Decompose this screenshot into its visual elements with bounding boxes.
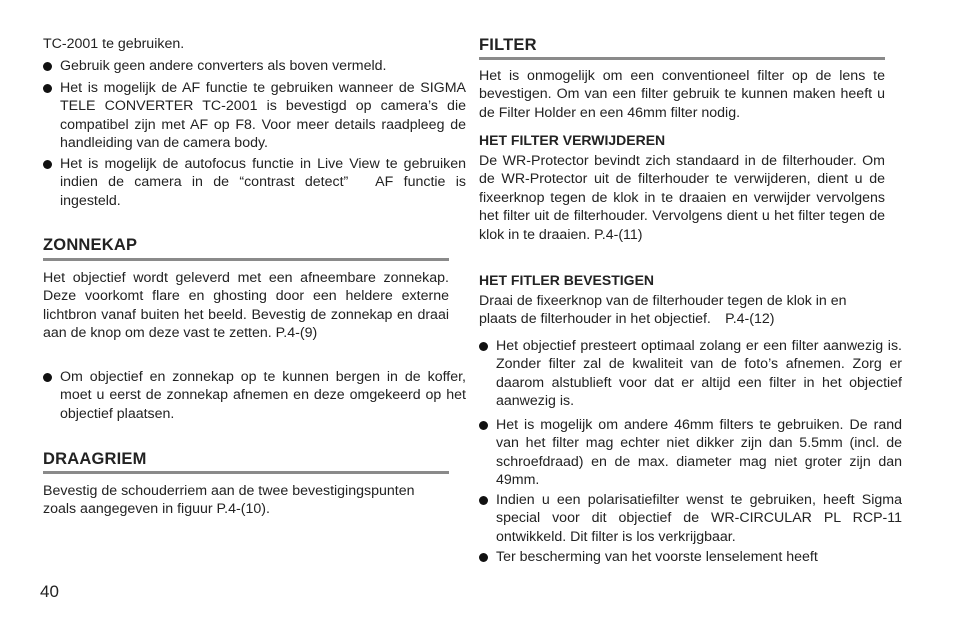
section-divider	[479, 57, 885, 60]
subheading-attach-filter: HET FITLER BEVESTIGEN	[479, 272, 655, 288]
bullet-icon	[479, 342, 488, 351]
bullet-icon	[479, 421, 488, 430]
list-item: Het is mogelijk om andere 46mm filters te gebruiken. De rand van het filter mag echter niet dikker zijn dan 5.5mm (incl. de schroefdraad) en de max. diameter mag niet groter zijn dan 49mm.	[479, 416, 902, 490]
list-item: Om objectief en zonnekap op te kunnen bergen in de koffer, moet u eerst de zonnekap afnemen en deze omgekeerd op het objectief plaatsen.	[43, 368, 466, 423]
subheading-remove-filter: HET FILTER VERWIJDEREN	[479, 132, 666, 148]
bullet-icon	[43, 160, 52, 169]
attach-filter-text: Draai de fixeerknop van de filterhouder tegen de klok in en plaats de filterhouder in het objectief. P.4-(12)	[479, 293, 847, 328]
list-item: Het objectief presteert optimaal zolang er een filter aanwezig is. Zonder filter zal de kwaliteit van de foto’s afnemen. Zorg er daarom alstublieft voor dat er altijd een filter in het objectief aanwezig is.	[479, 337, 902, 411]
page-number: 40	[40, 582, 59, 601]
section-heading-filter: FILTER	[479, 36, 537, 54]
bullet-icon	[43, 373, 52, 382]
list-item: Ter bescherming van het voorste lenselement heeft	[479, 548, 902, 566]
draagriem-text: Bevestig de schouderriem aan de twee bevestigingspunten zoals aangegeven in figuur P.4-(10).	[43, 483, 415, 518]
list-item: Gebruik geen andere converters als boven vermeld.	[43, 57, 466, 75]
list-item: Het is mogelijk de AF functie te gebruiken wanneer de SIGMA TELE CONVERTER TC-2001 is bevestigd op camera’s die compatibel zijn met AF op F8. Voor meer details raadpleeg de handleiding van de camera body.	[43, 79, 466, 153]
bullet-icon	[43, 62, 52, 71]
intro-text: TC-2001 te gebruiken.	[43, 36, 185, 52]
list-item: Het is mogelijk de autofocus functie in Live View te gebruiken indien de camera in de “contrast detect” AF functie is ingesteld.	[43, 155, 466, 210]
filter-text: Het is onmogelijk om een conventioneel filter op de lens te bevestigen. Om van een filter gebruik te kunnen maken heeft u de Filter Holder en een 46mm filter nodig.	[479, 68, 885, 121]
section-heading-draagriem: DRAAGRIEM	[43, 450, 147, 468]
section-divider	[43, 471, 449, 474]
zonnekap-text: Het objectief wordt geleverd met een afneembare zonnekap. Deze voorkomt flare en ghosting door een heldere externe lichtbron vanaf buiten het beeld. Bevestig de zonnekap en draai aan de knop om deze vast te zetten. P.4-(9)	[43, 270, 449, 342]
bullet-icon	[479, 496, 488, 505]
remove-filter-text: De WR-Protector bevindt zich standaard in de filterhouder. Om de WR-Protector uit de filterhouder te verwijderen, dient u de fixeerknop tegen de klok in te draaien en verwijder vervolgens het filter uit de filterhouder. Vervolgens dient u het filter tegen de klok in te draaien. P.4-(11)	[479, 153, 885, 243]
section-heading-zonnekap: ZONNEKAP	[43, 236, 138, 254]
list-item: Indien u een polarisatiefilter wenst te gebruiken, heeft Sigma special voor dit objectief de WR-CIRCULAR PL RCP-11 ontwikkeld. Dit filter is los verkrijgbaar.	[479, 491, 902, 546]
bullet-icon	[479, 553, 488, 562]
section-divider	[43, 258, 449, 261]
bullet-icon	[43, 84, 52, 93]
